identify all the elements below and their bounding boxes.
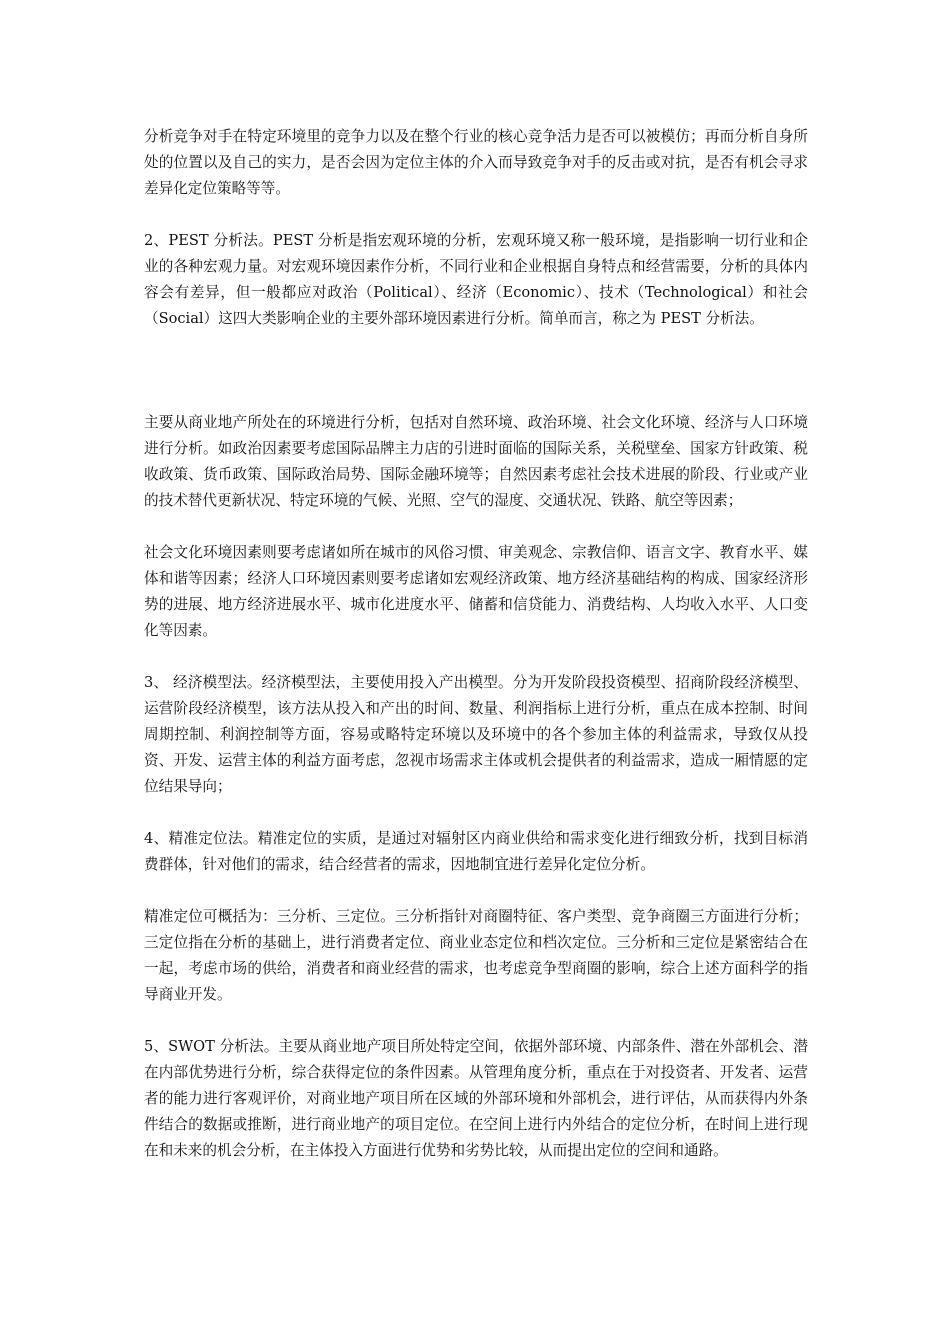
document-body (144, 124, 808, 1190)
paragraph-competitor-analysis: 分析竞争对手在特定环境里的竞争力以及在整个行业的核心竞争活力是否可以被模仿；再而分析自身所处的位置以及自己的实力，是否会因为定位主体的介入而导致竞争对手的反击或对抗，是否有机会寻求差异化定位策略等等。 (144, 128, 808, 197)
paragraph-three-analysis-three-positioning: 精准定位可概括为：三分析、三定位。三分析指针对商圈特征、客户类型、竞争商圈三方面进行分析；三定位指在分析的基础上，进行消费者定位、商业业态定位和档次定位。三分析和三定位是紧密结合在一起，考虑市场的供给，消费者和商业经营的需求，也考虑竞争型商圈的影响，综合上述方面科学的指导商业开发。 (144, 908, 808, 1003)
paragraph-economic-model-method: 3、 经济模型法。经济模型法，主要使用投入产出模型。分为开发阶段投资模型、招商阶段经济模型、运营阶段经济模型，该方法从投入和产出的时间、数量、利润指标上进行分析，重点在成本控制、时间周期控制、利润控制等方面，容易或略特定环境以及环境中的各个参加主体的利益需求，导致仅从投资、开发、运营主体的利益方面考虑，忽视市场需求主体或机会提供者的利益需求，造成一厢情愿的定位结果导向； (144, 674, 808, 795)
blank-gap (144, 358, 808, 410)
paragraph-environment-analysis: 主要从商业地产所处在的环境进行分析，包括对自然环境、政治环境、社会文化环境、经济与人口环境进行分析。如政治因素要考虑国际品牌主力店的引进时面临的国际关系，关税壁垒、国家方针政策、税收政策、货币政策、国际政治局势、国际金融环境等；自然因素考虑社会技术进展的阶段、行业或产业的技术替代更新状况、特定环境的气候、光照、空气的湿度、交通状况、铁路、航空等因素； (144, 414, 808, 509)
paragraph-swot-method: 5、SWOT 分析法。主要从商业地产项目所处特定空间，依据外部环境、内部条件、潜在外部机会、潜在内部优势进行分析，综合获得定位的条件因素。从管理角度分析，重点在于对投资者、开发者、运营者的能力进行客观评价，对商业地产项目所在区域的外部环境和外部机会，进行评估，从而获得内外条件结合的数据或推断，进行商业地产的项目定位。在空间上进行内外结合的定位分析，在时间上进行现在和未来的机会分析，在主体投入方面进行优势和劣势比较，从而提出定位的空间和通路。 (144, 1038, 808, 1159)
paragraph-pest-method: 2、PEST 分析法。PEST 分析是指宏观环境的分析，宏观环境又称一般环境，是指影响一切行业和企业的各种宏观力量。对宏观环境因素作分析，不同行业和企业根据自身特点和经营需要，分析的具体内容会有差异，但一般都应对政治（Political）、经济（Economic）、技术（Technological）和社会（Social）这四大类影响企业的主要外部环境因素进行分析。简单而言，称之为 PEST 分析法。 (144, 232, 808, 327)
paragraph-social-economic-factors: 社会文化环境因素则要考虑诸如所在城市的风俗习惯、审美观念、宗教信仰、语言文字、教育水平、媒体和谐等因素；经济人口环境因素则要考虑诸如宏观经济政策、地方经济基础结构的构成、国家经济形势的进展、地方经济进展水平、城市化进度水平、储蓄和信贷能力、消费结构、人均收入水平、人口变化等因素。 (144, 544, 808, 639)
paragraph-precise-positioning-method: 4、精准定位法。精准定位的实质，是通过对辐射区内商业供给和需求变化进行细致分析，找到目标消费群体，针对他们的需求，结合经营者的需求，因地制宜进行差异化定位分析。 (144, 830, 808, 873)
